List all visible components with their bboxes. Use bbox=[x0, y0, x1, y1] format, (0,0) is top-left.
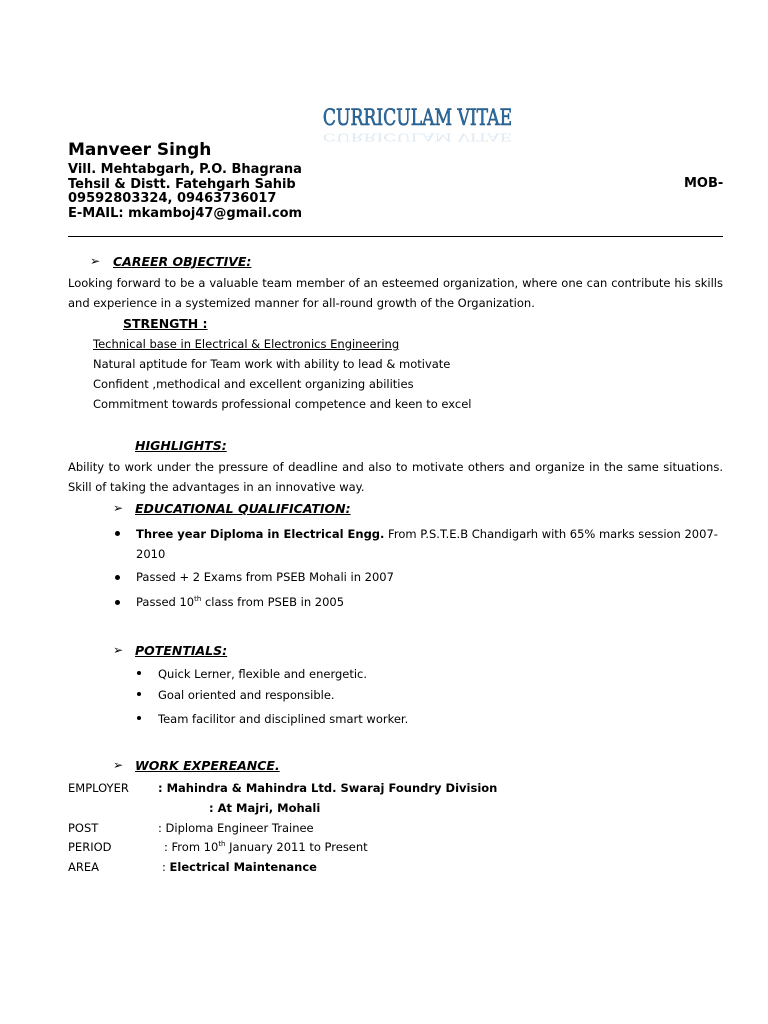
strength-item: Technical base in Electrical & Electronics Engineering bbox=[93, 337, 400, 351]
period-label: PERIOD bbox=[68, 840, 112, 854]
address-line-1: Vill. Mehtabgarh, P.O. Bhagrana bbox=[68, 162, 302, 177]
arrow-bullet-icon: ➢ bbox=[90, 254, 101, 268]
bullet-icon bbox=[115, 600, 120, 605]
area-value: : Electrical Maintenance bbox=[162, 860, 317, 874]
highlights-heading: HIGHLIGHTS: bbox=[135, 438, 227, 453]
post-label: POST bbox=[68, 821, 99, 835]
potentials-heading: POTENTIALS: bbox=[135, 643, 228, 658]
bullet-icon bbox=[115, 575, 120, 580]
potential-item: Team facilitor and disciplined smart worker. bbox=[158, 712, 409, 726]
arrow-bullet-icon: ➢ bbox=[113, 758, 124, 772]
candidate-name: Manveer Singh bbox=[68, 140, 212, 160]
header-divider bbox=[68, 236, 723, 237]
document-title: CURRICULAM VITAE bbox=[322, 106, 513, 131]
bullet-icon bbox=[137, 671, 141, 675]
address-line-2: Tehsil & Distt. Fatehgarh Sahib bbox=[68, 177, 296, 192]
mobile-label: MOB- bbox=[684, 176, 724, 191]
education-item: Passed 10th class from PSEB in 2005 bbox=[136, 595, 345, 609]
area-label: AREA bbox=[68, 860, 99, 874]
employer-label: EMPLOYER bbox=[68, 781, 129, 795]
bullet-icon bbox=[137, 692, 141, 696]
arrow-bullet-icon: ➢ bbox=[113, 643, 124, 657]
phone-numbers: 09592803324, 09463736017 bbox=[68, 191, 277, 206]
period-value: : From 10th January 2011 to Present bbox=[164, 840, 368, 854]
strength-item: Commitment towards professional competence and keen to excel bbox=[93, 397, 472, 411]
career-objective-text: Looking forward to be a valuable team member of an esteemed organization, where one can contribute his skills and experience in a systemized manner for all-round growth of the Organization. bbox=[68, 276, 723, 310]
employer-location: : At Majri, Mohali bbox=[209, 801, 321, 815]
post-value: : Diploma Engineer Trainee bbox=[158, 821, 314, 835]
education-item-detail: From P.S.T.E.B Chandigarh with 65% marks session 2007- bbox=[384, 527, 718, 541]
career-objective-heading: CAREER OBJECTIVE: bbox=[113, 254, 252, 269]
title-reflection: CURRICULAM VITAE bbox=[322, 130, 513, 143]
potential-item: Quick Lerner, flexible and energetic. bbox=[158, 667, 368, 681]
bullet-icon bbox=[115, 531, 120, 536]
work-experience-heading: WORK EXPEREANCE. bbox=[135, 758, 280, 773]
education-item-continued: 2010 bbox=[136, 547, 166, 561]
potential-item: Goal oriented and responsible. bbox=[158, 688, 335, 702]
strength-item: Confident ,methodical and excellent organizing abilities bbox=[93, 377, 414, 391]
strength-heading: STRENGTH : bbox=[123, 316, 208, 331]
education-item: Passed + 2 Exams from PSEB Mohali in 2007 bbox=[136, 570, 394, 584]
education-heading: EDUCATIONAL QUALIFICATION: bbox=[135, 501, 351, 516]
highlights-text: Ability to work under the pressure of deadline and also to motivate others and organize in the same situations. Skill of taking the advantages in an innovative way. bbox=[68, 460, 723, 494]
bullet-icon bbox=[137, 716, 141, 720]
email: E-MAIL: mkamboj47@gmail.com bbox=[68, 206, 303, 221]
employer-value: : Mahindra & Mahindra Ltd. Swaraj Foundry Division bbox=[158, 781, 498, 795]
strength-item: Natural aptitude for Team work with ability to lead & motivate bbox=[93, 357, 451, 371]
education-item-bold: Three year Diploma in Electrical Engg. bbox=[136, 527, 385, 541]
education-item bbox=[136, 527, 718, 541]
arrow-bullet-icon: ➢ bbox=[113, 501, 124, 515]
